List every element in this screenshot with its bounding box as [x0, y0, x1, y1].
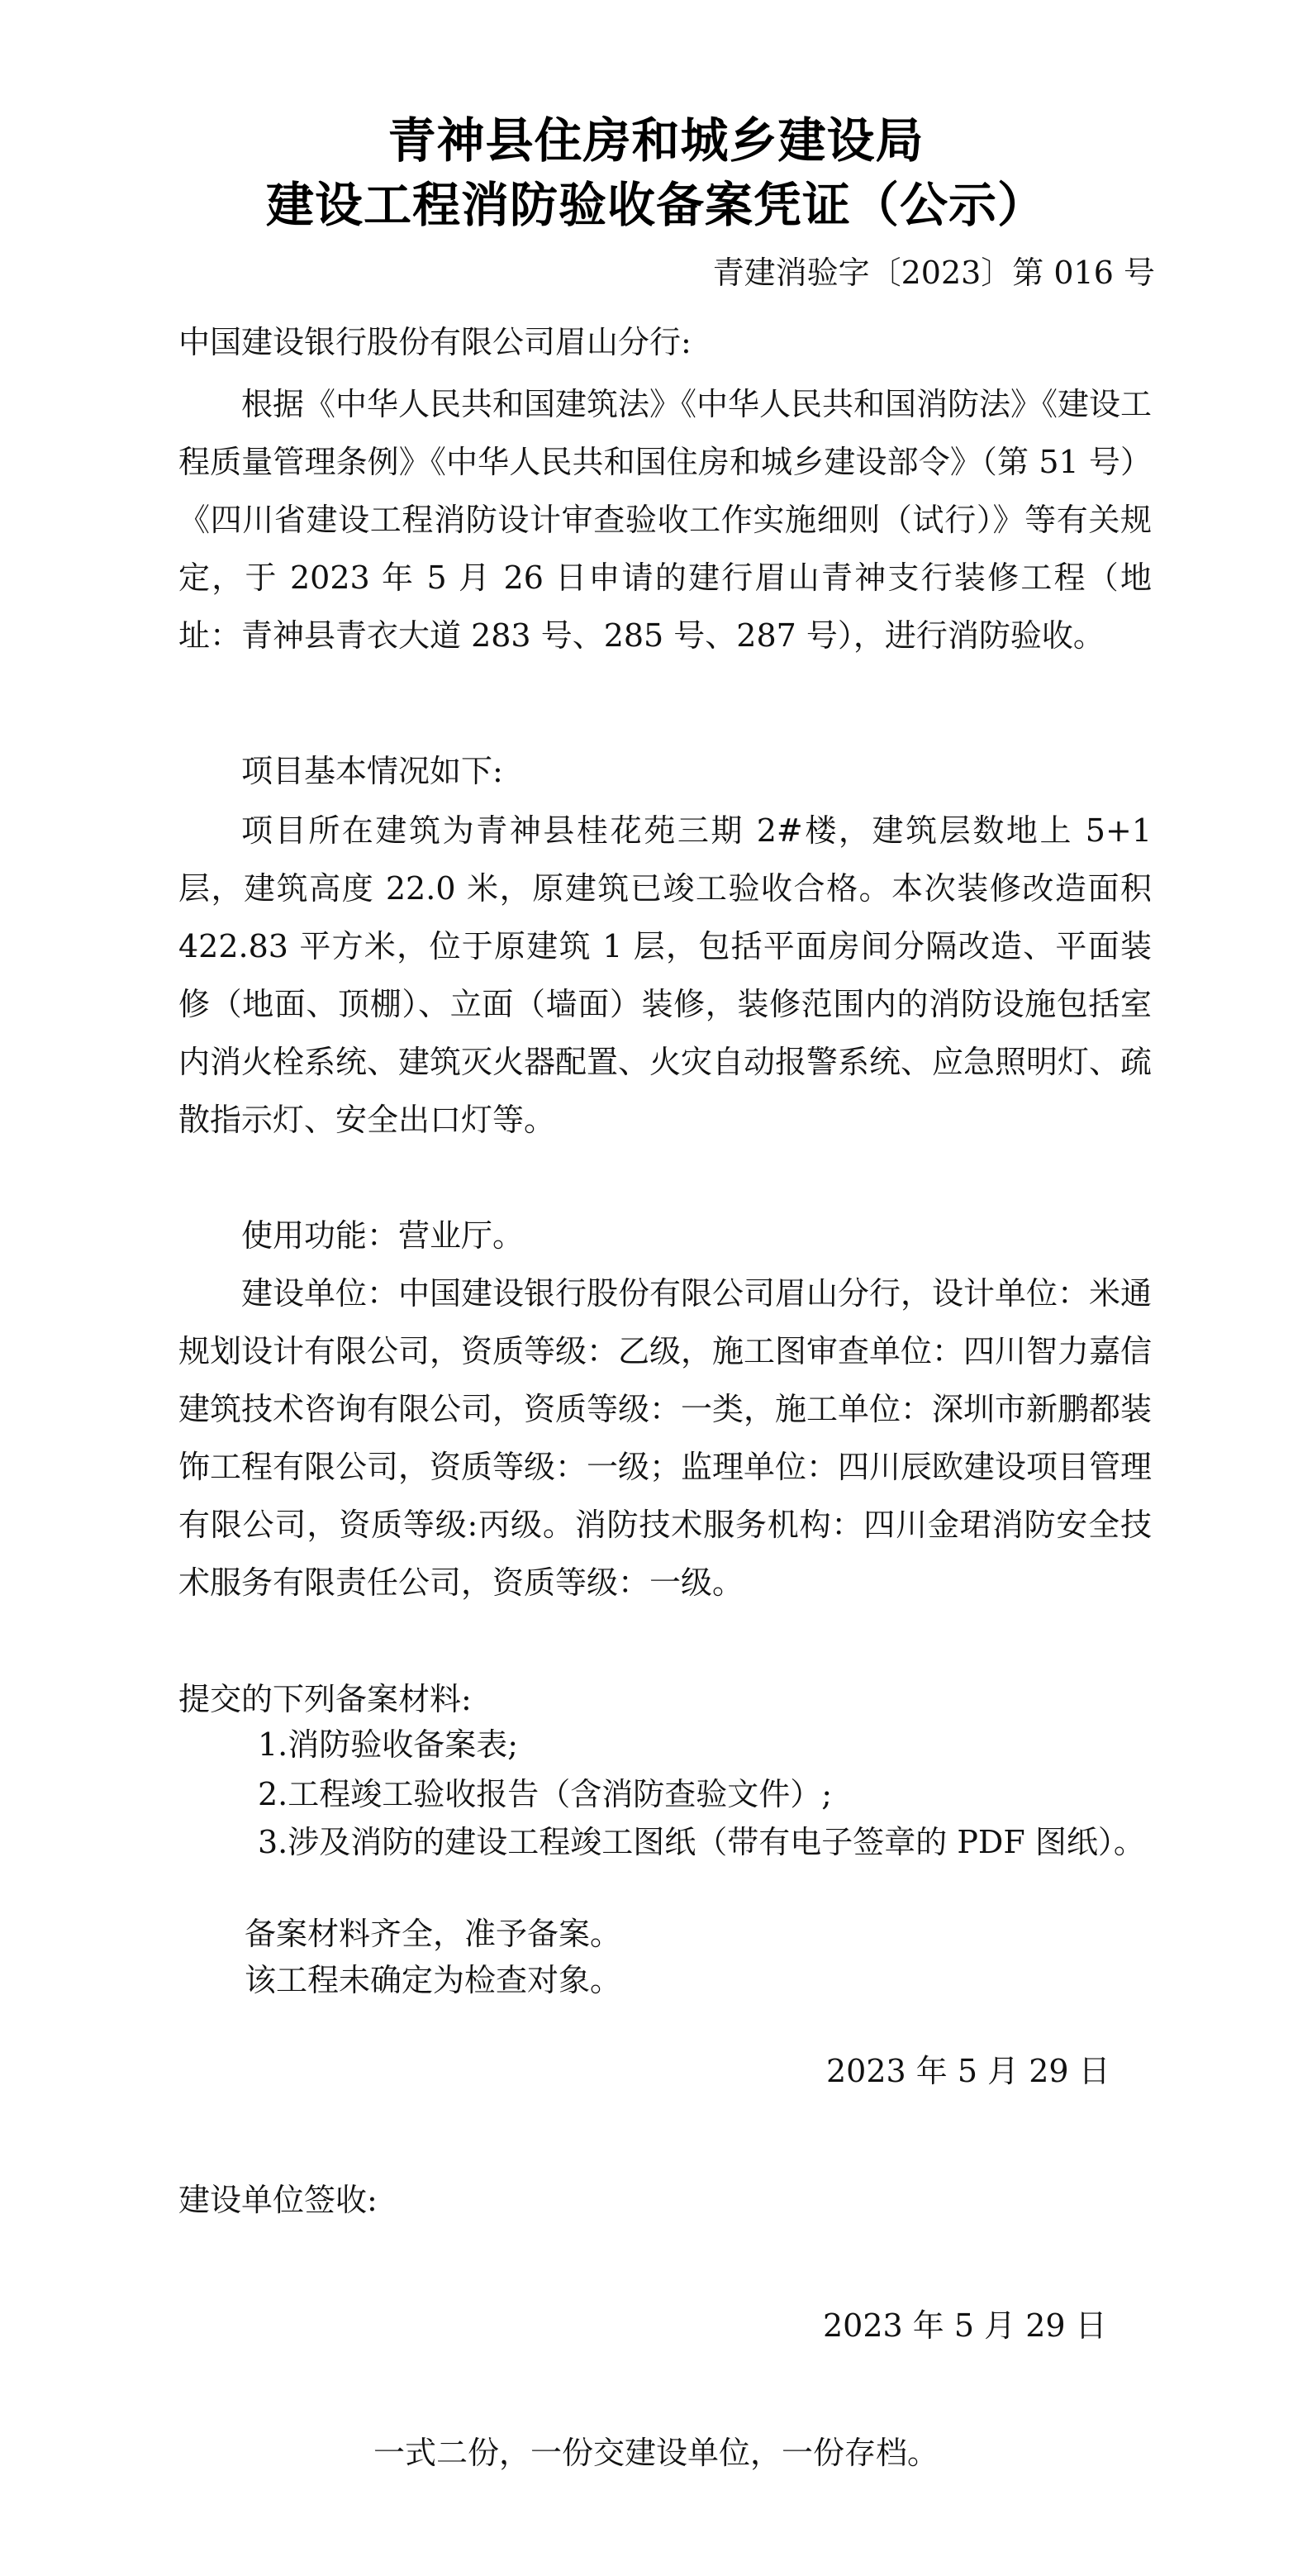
approval-note: 备案材料齐全，准予备案。: [245, 1916, 622, 1952]
footer-note: 一式二份，一份交建设单位，一份存档。: [373, 2435, 939, 2471]
material-item-1: 1.消防验收备案表;: [258, 1726, 519, 1763]
document-number: 青建消验字〔2023〕第 016 号: [712, 255, 1155, 291]
materials-title: 提交的下列备案材料:: [178, 1681, 472, 1717]
paragraph-units: 建设单位：中国建设银行股份有限公司眉山分行，设计单位：米通规划设计有限公司，资质等级：乙级，施工图审查单位：四川智力嘉信建筑技术咨询有限公司，资质等级：一类，施工单位：深圳市新鹏都装饰工程有限公司，资质等级：一级；监理单位：四川辰欧建设项目管理有限公司，资质等级:丙级。消防技术服务机构：四川金珺消防安全技术服务有限责任公司，资质等级：一级。: [178, 1275, 1153, 1601]
paragraph-project-intro: 项目基本情况如下:: [241, 753, 503, 789]
title-line-2: 建设工程消防验收备案凭证（公示）: [265, 177, 1046, 233]
salutation: 中国建设银行股份有限公司眉山分行:: [178, 324, 692, 360]
title-line-1: 青神县住房和城乡建设局: [387, 112, 925, 169]
sign-label: 建设单位签收:: [178, 2182, 378, 2218]
issue-date: 2023 年 5 月 29 日: [826, 2053, 1110, 2089]
inspection-note: 该工程未确定为检查对象。: [245, 1962, 622, 1998]
paragraph-legal-basis: 根据《中华人民共和国建筑法》《中华人民共和国消防法》《建设工程质量管理条例》《中华人民共和国住房和城乡建设部令》（第 51 号）《四川省建设工程消防设计审查验收工作实施细则（试行）》等有关规定，于 2023 年 5 月 26 日申请的建行眉山青神支行装修工程（地址：青神县青衣大道 283 号、285 号、287 号），进行消防验收。: [178, 386, 1153, 654]
material-item-2: 2.工程竣工验收报告（含消防查验文件）;: [258, 1776, 833, 1812]
paragraph-project-details: 项目所在建筑为青神县桂花苑三期 2#楼，建筑层数地上 5+1 层，建筑高度 22.0 米，原建筑已竣工验收合格。本次装修改造面积 422.83 平方米，位于原建筑 1 层，包括平面房间分隔改造、平面装修（地面、顶棚）、立面（墙面）装修，装修范围内的消防设施包括室内消火栓系统、建筑灭火器配置、火灾自动报警系统、应急照明灯、疏散指示灯、安全出口灯等。: [178, 812, 1153, 1138]
paragraph-usage: 使用功能：营业厅。: [241, 1217, 525, 1254]
sign-date: 2023 年 5 月 29 日: [823, 2307, 1107, 2344]
material-item-3: 3.涉及消防的建设工程竣工图纸（带有电子签章的 PDF 图纸）。: [258, 1824, 1145, 1860]
